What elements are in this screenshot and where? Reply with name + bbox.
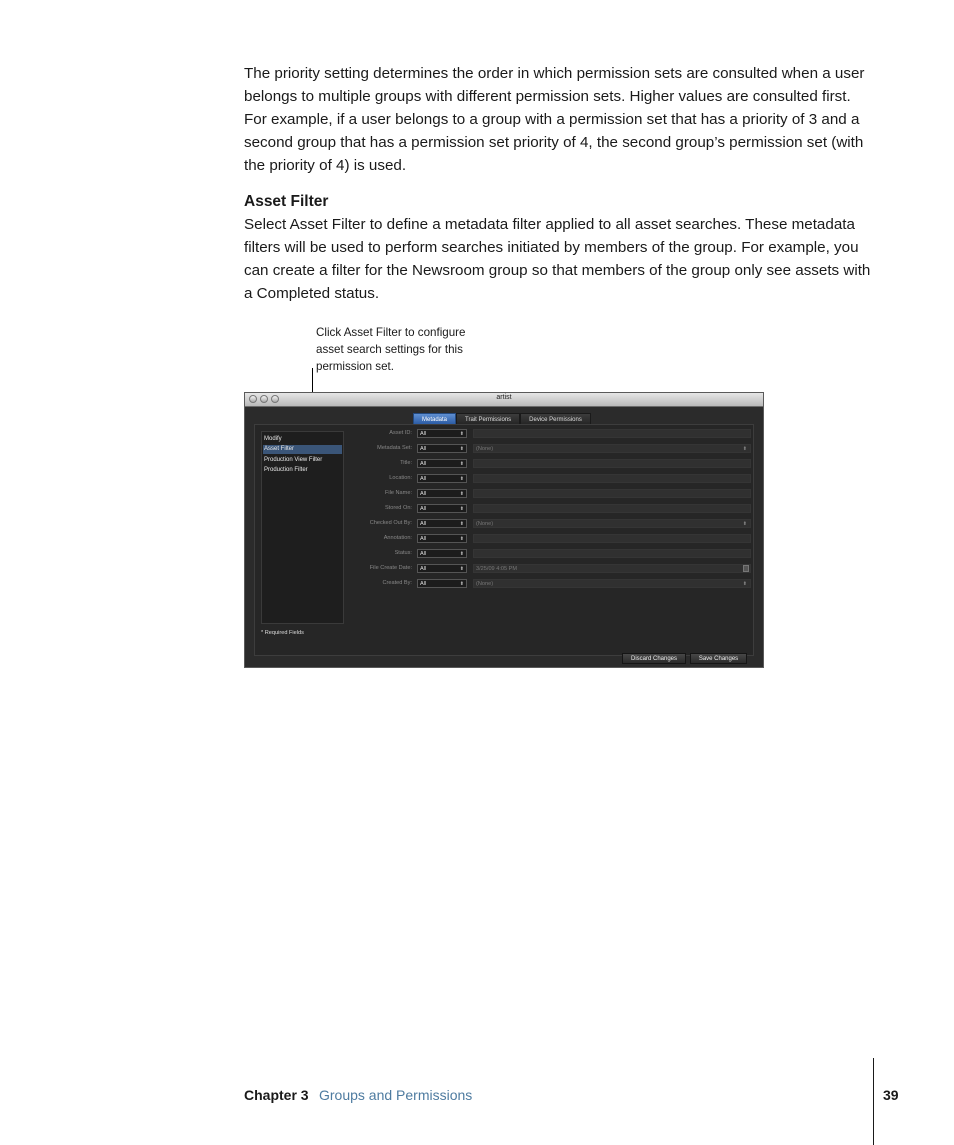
updown-arrows-icon: ⬍ [459,506,464,512]
callout-line: permission set. [316,359,394,373]
location-field[interactable] [473,474,751,483]
tab-device-permissions[interactable]: Device Permissions [520,413,591,425]
updown-arrows-icon: ⬍ [742,581,747,587]
body-paragraph-priority: The priority setting determines the order in which permission sets are consulted when a user belongs to multiple groups with different permission sets. Higher values are consulted first. For example, if a user belongs to a group with a permission set that has a priority of 3 and a second group that has a permission set priority of 4, the second group’s permission set (with the priority of 4) is used. [244,65,865,174]
updown-arrows-icon: ⬍ [459,581,464,587]
annotation-select[interactable]: All ⬍ [417,534,467,543]
window-title: artist [496,394,512,401]
updown-arrows-icon: ⬍ [459,461,464,467]
field-label: File Create Date: [369,565,412,571]
sidebar-item-modify[interactable]: Modify [264,436,282,442]
field-label: Status: [394,550,412,556]
footer-divider [873,1058,874,1145]
updown-arrows-icon: ⬍ [742,521,747,527]
app-window-screenshot [244,392,764,668]
section-heading-asset-filter: Asset Filter [244,193,329,210]
metadata-set-select[interactable]: All ⬍ [417,444,467,453]
asset-id-select[interactable]: All ⬍ [417,429,467,438]
annotation-field[interactable] [473,534,751,543]
updown-arrows-icon: ⬍ [459,566,464,572]
sidebar-item-asset-filter[interactable]: Asset Filter [263,445,342,454]
status-field[interactable] [473,549,751,558]
field-label: Asset ID: [389,430,412,436]
field-label: File Name: [384,490,412,496]
field-label: Title: [400,460,412,466]
file-create-date-field[interactable]: 3/25/09 4:05 PM [473,564,751,573]
sidebar-item-production-filter[interactable]: Production Filter [264,467,308,473]
callout-line: Click Asset Filter to configure [316,326,466,339]
updown-arrows-icon: ⬍ [459,476,464,482]
sidebar-list [261,431,344,624]
created-by-select[interactable]: All ⬍ [417,579,467,588]
stored-on-select[interactable]: All ⬍ [417,504,467,513]
content-panel [254,424,754,656]
tab-trait-permissions[interactable]: Trait Permissions [456,413,520,425]
body-paragraph-asset-filter: Select Asset Filter to define a metadata filter applied to all asset searches. These metadata filters will be used to perform searches initiated by members of the group. For example, you can create a filter for the Newsroom group so that members of the group only see assets with a Completed status. [244,216,871,302]
metadata-set-dropdown[interactable]: (None) ⬍ [473,444,751,453]
field-label: Stored On: [384,505,412,511]
field-label: Checked Out By: [369,520,412,526]
field-label: Created By: [382,580,412,586]
footer-chapter-name[interactable]: Groups and Permissions [319,1087,473,1103]
title-field[interactable] [473,459,751,468]
file-create-date-select[interactable]: All ⬍ [417,564,467,573]
updown-arrows-icon: ⬍ [742,446,747,452]
updown-arrows-icon: ⬍ [459,491,464,497]
title-select[interactable]: All ⬍ [417,459,467,468]
field-label: Location: [389,475,412,481]
location-select[interactable]: All ⬍ [417,474,467,483]
updown-arrows-icon: ⬍ [459,536,464,542]
updown-arrows-icon: ⬍ [459,521,464,527]
updown-arrows-icon: ⬍ [459,446,464,452]
page-number: 39 [883,1087,899,1103]
required-fields-note: * Required Fields [261,630,304,636]
calendar-icon[interactable] [743,565,749,572]
save-changes-button[interactable]: Save Changes [690,653,747,664]
checked-out-by-dropdown[interactable]: (None) ⬍ [473,519,751,528]
sidebar-item-production-view-filter[interactable]: Production View Filter [264,457,323,463]
field-label: Metadata Set: [377,445,412,451]
created-by-dropdown[interactable]: (None) ⬍ [473,579,751,588]
discard-changes-button[interactable]: Discard Changes [622,653,686,664]
stored-on-field[interactable] [473,504,751,513]
footer-chapter-label: Chapter 3 [244,1087,309,1103]
callout-line: asset search settings for this [316,342,463,356]
checked-out-by-select[interactable]: All ⬍ [417,519,467,528]
updown-arrows-icon: ⬍ [459,551,464,557]
file-name-select[interactable]: All ⬍ [417,489,467,498]
field-label: Annotation: [383,535,412,541]
updown-arrows-icon: ⬍ [459,431,464,437]
tab-metadata[interactable]: Metadata [413,413,456,425]
callout-text [316,325,506,375]
window-titlebar [245,393,763,407]
asset-id-field[interactable] [473,429,751,438]
file-name-field[interactable] [473,489,751,498]
status-select[interactable]: All ⬍ [417,549,467,558]
